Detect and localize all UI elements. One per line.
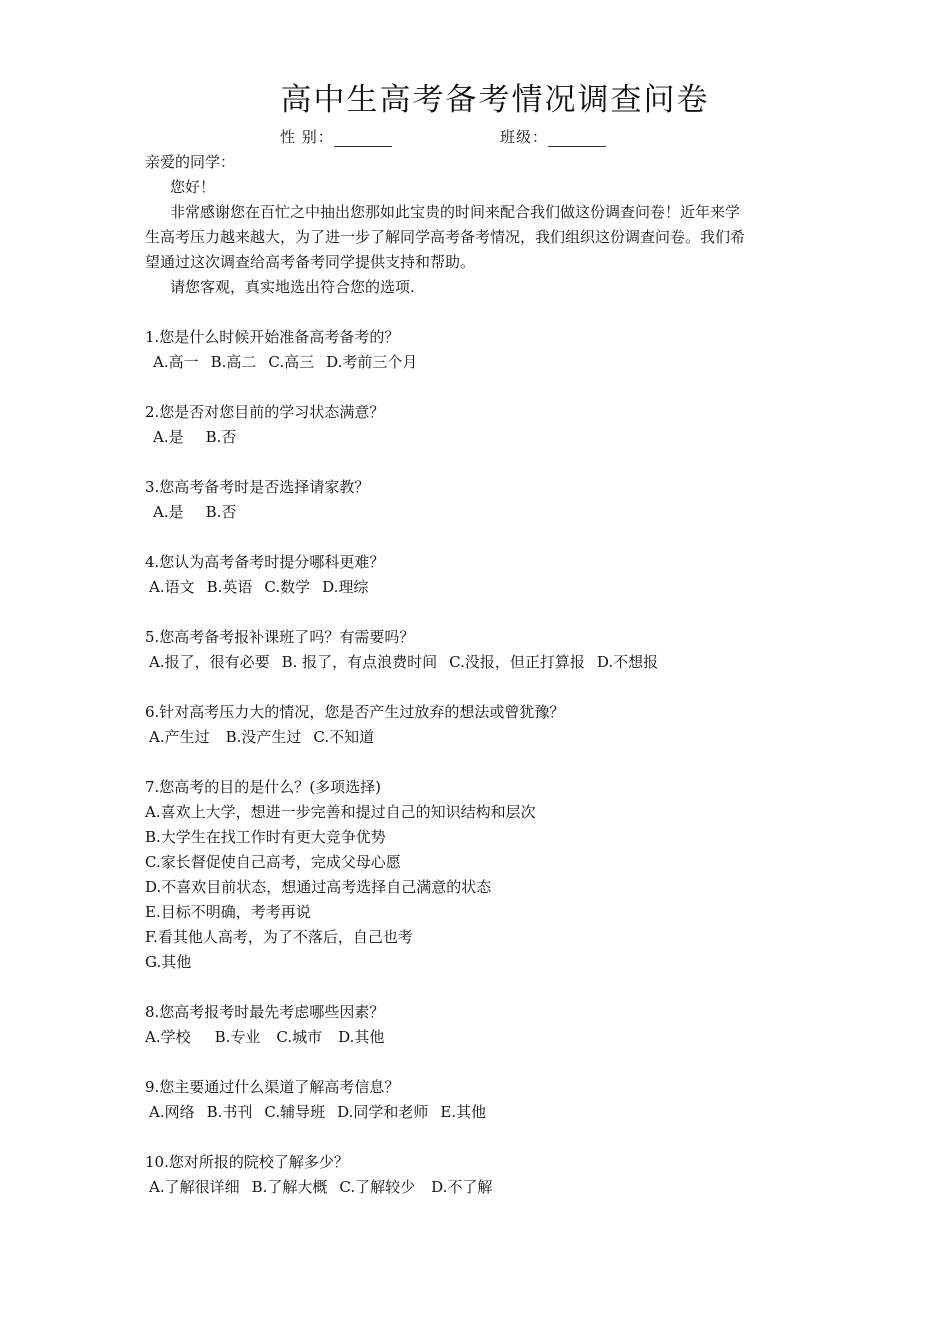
- option[interactable]: C.辅导班: [264, 1103, 326, 1121]
- gender-blank: [334, 132, 392, 147]
- intro-line-3: 望通过这次调查给高考备考同学提供支持和帮助。: [145, 253, 476, 271]
- question-text: 10.您对所报的院校了解多少？: [145, 1153, 349, 1171]
- option[interactable]: C.没报，但正打算报: [449, 653, 585, 671]
- document-body: [145, 150, 809, 1200]
- option-row: [145, 500, 809, 525]
- option[interactable]: D.考前三个月: [326, 353, 418, 371]
- question-text: 1.您是什么时候开始准备高考备考的？: [145, 328, 400, 346]
- option[interactable]: D.其他: [338, 1028, 385, 1046]
- option[interactable]: A.高一: [153, 353, 199, 371]
- option[interactable]: B.没产生过: [225, 728, 302, 746]
- option[interactable]: D.不喜欢目前状态，想通过高考选择自己满意的状态: [145, 878, 492, 896]
- option[interactable]: C.数学: [264, 578, 311, 596]
- gender-field: [280, 127, 392, 147]
- option-row: [145, 1025, 809, 1050]
- option[interactable]: D.不想报: [596, 653, 659, 671]
- option[interactable]: A.是: [153, 428, 184, 446]
- option[interactable]: A.了解很详细: [149, 1178, 240, 1196]
- option[interactable]: B. 报了，有点浪费时间: [281, 653, 438, 671]
- option[interactable]: D.理综: [322, 578, 369, 596]
- option[interactable]: B.否: [205, 428, 237, 446]
- option[interactable]: B.英语: [206, 578, 253, 596]
- option[interactable]: A.报了，很有必要: [149, 653, 270, 671]
- intro-line-1: 非常感谢您在百忙之中抽出您那如此宝贵的时间来配合我们做这份调查问卷！近年来学: [170, 203, 741, 221]
- option-row: [145, 1100, 809, 1125]
- option[interactable]: B.了解大概: [251, 1178, 328, 1196]
- option[interactable]: E.其他: [440, 1103, 487, 1121]
- option[interactable]: F.看其他人高考，为了不落后，自己也考: [145, 928, 413, 946]
- option[interactable]: A.产生过: [149, 728, 210, 746]
- option[interactable]: A.语文: [149, 578, 195, 596]
- option[interactable]: C.了解较少: [339, 1178, 416, 1196]
- option[interactable]: D.不了解: [431, 1178, 493, 1196]
- question-text: 8.您高考报考时最先考虑哪些因素？: [145, 1003, 385, 1021]
- question-text: 6.针对高考压力大的情况，您是否产生过放弃的想法或曾犹豫？: [145, 703, 565, 721]
- option[interactable]: B.大学生在找工作时有更大竞争优势: [145, 828, 386, 846]
- option-row: [145, 1175, 809, 1200]
- class-field: [500, 127, 606, 147]
- hello-line: 您好！: [170, 178, 216, 196]
- option[interactable]: C.城市: [276, 1028, 323, 1046]
- class-blank: [548, 132, 606, 147]
- option[interactable]: A.学校: [145, 1028, 191, 1046]
- gender-label: 性 别：: [280, 128, 334, 146]
- option[interactable]: A.喜欢上大学，想进一步完善和提过自己的知识结构和层次: [145, 803, 536, 821]
- page-title: 高中生高考备考情况调查问卷: [280, 82, 710, 118]
- option[interactable]: C.家长督促使自己高考，完成父母心愿: [145, 853, 401, 871]
- intro-instruction: 请您客观，真实地选出符合您的选项.: [170, 278, 415, 296]
- question-text: 5.您高考备考报补课班了吗？有需要吗？: [145, 628, 415, 646]
- option[interactable]: B.高二: [210, 353, 257, 371]
- option[interactable]: A.是: [153, 503, 184, 521]
- question-text: 4.您认为高考备考时提分哪科更难？: [145, 553, 385, 571]
- option[interactable]: B.否: [205, 503, 237, 521]
- option-row: [145, 650, 809, 675]
- option[interactable]: B.书刊: [206, 1103, 253, 1121]
- option[interactable]: G.其他: [145, 953, 192, 971]
- option[interactable]: A.网络: [149, 1103, 195, 1121]
- option[interactable]: C.不知道: [313, 728, 375, 746]
- question-text: 7.您高考的目的是什么？(多项选择): [145, 778, 382, 796]
- option-row: [145, 575, 809, 600]
- option[interactable]: E.目标不明确，考考再说: [145, 903, 311, 921]
- option-row: [145, 725, 809, 750]
- option-row: [145, 350, 809, 375]
- option[interactable]: B.专业: [214, 1028, 261, 1046]
- intro-line-2: 生高考压力越来越大，为了进一步了解同学高考备考情况，我们组织这份调查问卷。我们希: [145, 228, 746, 246]
- class-label: 班级：: [500, 128, 549, 146]
- greeting: 亲爱的同学：: [145, 153, 236, 171]
- question-text: 9.您主要通过什么渠道了解高考信息？: [145, 1078, 400, 1096]
- question-text: 2.您是否对您目前的学习状态满意？: [145, 403, 385, 421]
- option[interactable]: D.同学和老师: [337, 1103, 429, 1121]
- option[interactable]: C.高三: [268, 353, 315, 371]
- option-row: [145, 425, 809, 450]
- question-text: 3.您高考备考时是否选择请家教？: [145, 478, 370, 496]
